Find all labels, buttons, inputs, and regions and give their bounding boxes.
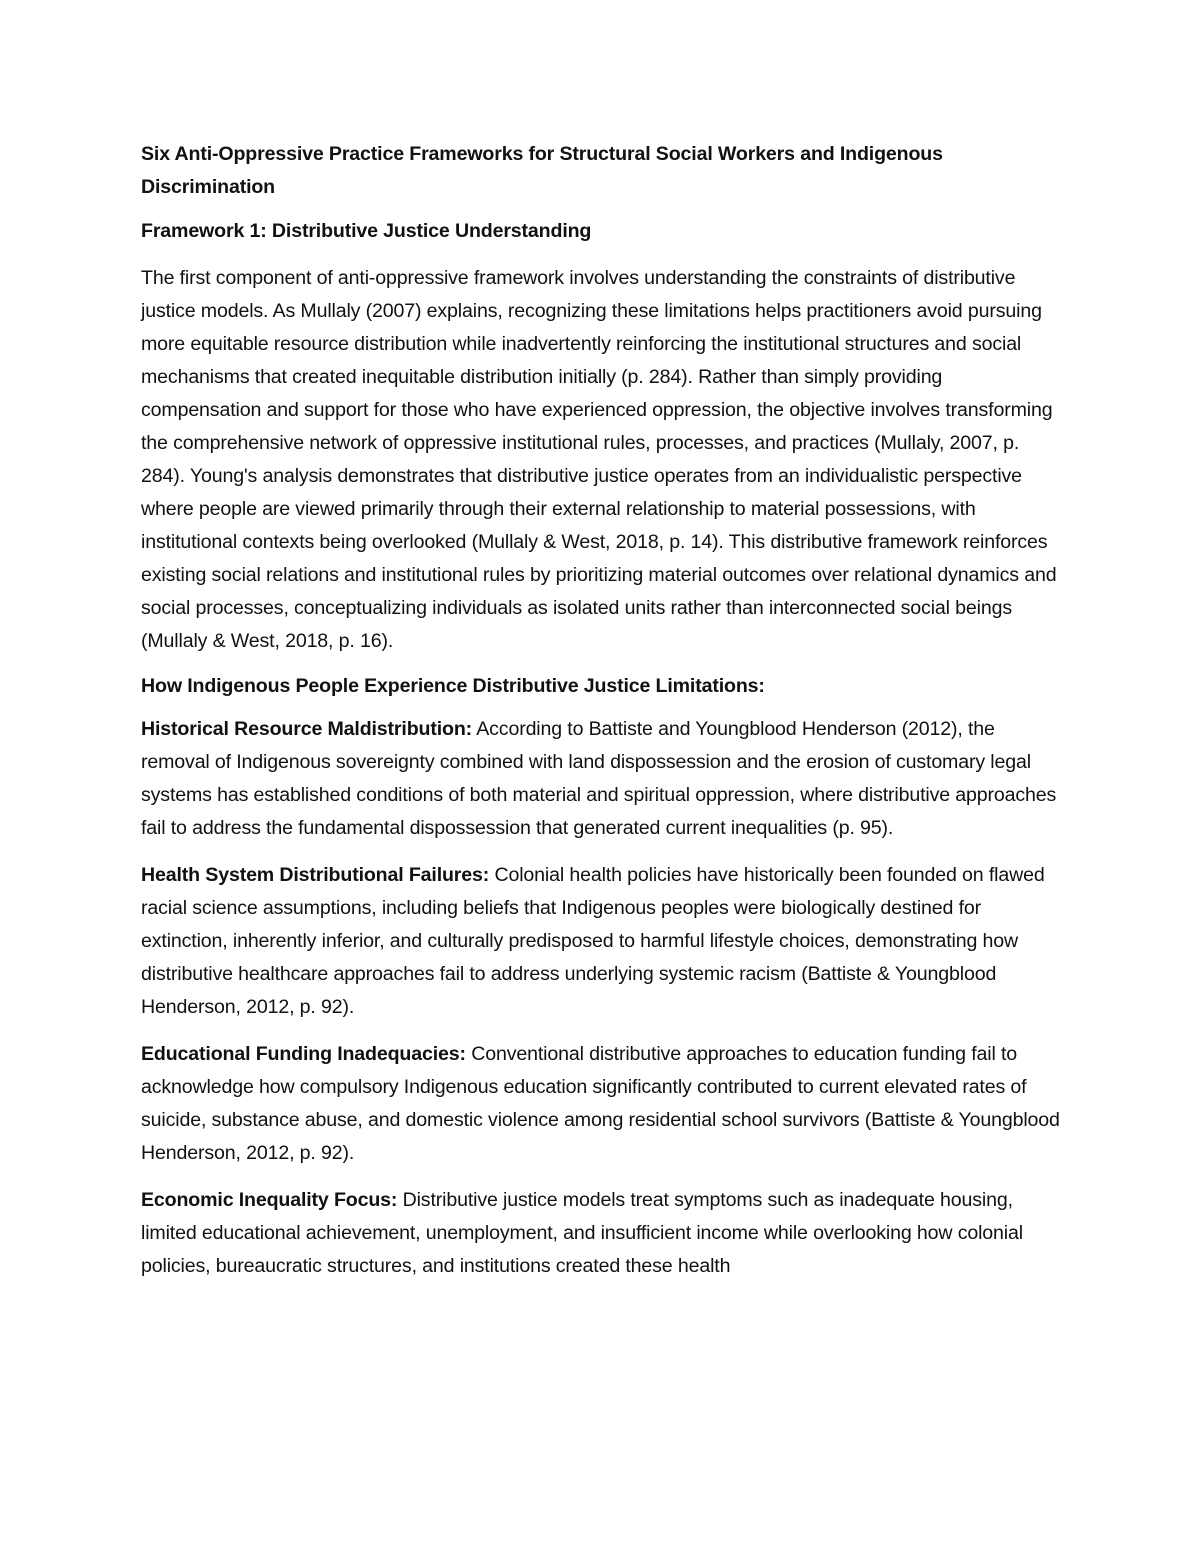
item-text: Conventional distributive approaches to education funding fail to acknowledge how compulsory Indigenous education significantly contributed to current elevated rates of suicide, substance abuse, and domestic violence among residential school survivors (Battiste & Youngblood Henderson, 2012, p. 92). [141,1043,1060,1164]
item-label: Health System Distributional Failures: [141,864,490,886]
item-text: According to Battiste and Youngblood Henderson (2012), the removal of Indigenous sovereignty combined with land dispossession and the erosion of customary legal systems has established conditions of both material and spiritual oppression, where distributive approaches fail to address the fundamental dispossession that generated current inequalities (p. 95). [141,718,1057,839]
item-health-system-distributional-failures [141,859,1063,1024]
item-economic-inequality-focus [141,1184,1063,1283]
indigenous-limitations-heading: How Indigenous People Experience Distributive Justice Limitations: [141,675,765,697]
item-text: Distributive justice models treat symptoms such as inadequate housing, limited educational achievement, unemployment, and insufficient income while overlooking how colonial policies, bureaucratic structures, and institutions created these health [141,1189,1023,1277]
item-educational-funding-inadequacies [141,1038,1063,1170]
item-label: Educational Funding Inadequacies: [141,1043,466,1065]
item-label: Economic Inequality Focus: [141,1189,398,1211]
item-text: Colonial health policies have historically been founded on flawed racial science assumptions, including beliefs that Indigenous peoples were biologically destined for extinction, inherently inferior, and culturally predisposed to harmful lifestyle choices, demonstrating how distributive healthcare approaches fail to address underlying systemic racism (Battiste & Youngblood Henderson, 2012, p. 92). [141,864,1045,1018]
item-label: Historical Resource Maldistribution: [141,718,473,740]
intro-paragraph: The first component of anti-oppressive framework involves understanding the constraints of distributive justice models. As Mullaly (2007) explains, recognizing these limitations helps practitioners avoid pursuing more equitable resource distribution while inadvertently reinforcing the institutional structures and social mechanisms that created inequitable distribution initially (p. 284). Rather than simply providing compensation and support for those who have experienced oppression, the objective involves transforming the comprehensive network of oppressive institutional rules, processes, and practices (Mullaly, 2007, p. 284). Young's analysis demonstrates that distributive justice operates from an individualistic perspective where people are viewed primarily through their external relationship to material possessions, with institutional contexts being overlooked (Mullaly & West, 2018, p. 14). This distributive framework reinforces existing social relations and institutional rules by prioritizing material outcomes over relational dynamics and social processes, conceptualizing individuals as isolated units rather than interconnected social beings (Mullaly & West, 2018, p. 16). [141,267,1057,652]
document-body [141,138,1063,1297]
document-title: Six Anti-Oppressive Practice Frameworks for Structural Social Workers and Indigenous Discrimination [141,143,943,198]
framework-heading: Framework 1: Distributive Justice Understanding [141,220,592,242]
item-historical-resource-maldistribution [141,713,1063,845]
